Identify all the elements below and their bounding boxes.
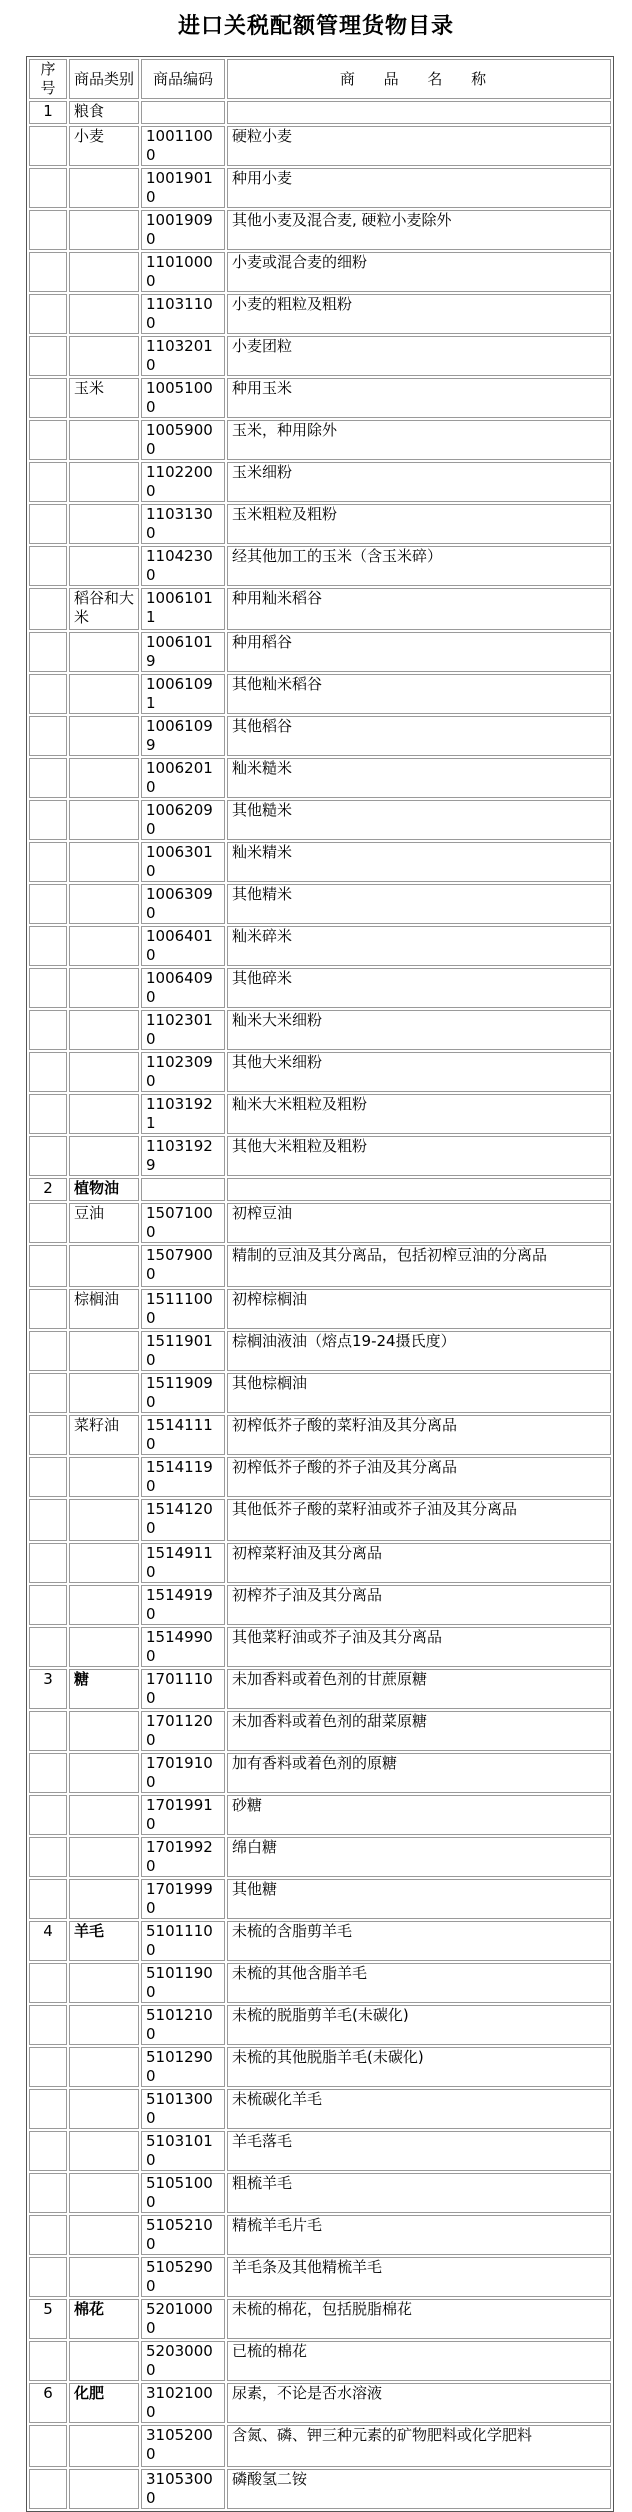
- cell-name: 其他小麦及混合麦, 硬粒小麦除外: [227, 210, 611, 250]
- table-row: [29, 2425, 611, 2467]
- table-row: [29, 1415, 611, 1455]
- cell-name: 未梳的棉花，包括脱脂棉花: [227, 2299, 611, 2339]
- cell-code: 10061011: [141, 588, 225, 630]
- cell-category: [69, 1457, 139, 1497]
- table-row: [29, 2341, 611, 2381]
- table-row: [29, 1010, 611, 1050]
- cell-category: 粮食: [69, 101, 139, 124]
- cell-seq: [29, 2215, 67, 2255]
- cell-name: 未梳的脱脂剪羊毛(未碳化): [227, 2005, 611, 2045]
- table-row: [29, 252, 611, 292]
- cell-code: 15149190: [141, 1585, 225, 1625]
- cell-name: 籼米糙米: [227, 758, 611, 798]
- cell-name: 绵白糖: [227, 1837, 611, 1877]
- cell-name: 未加香料或着色剂的甘蔗原糖: [227, 1669, 611, 1709]
- cell-seq: [29, 2047, 67, 2087]
- cell-name: 种用玉米: [227, 378, 611, 418]
- cell-name: 初榨低芥子酸的芥子油及其分离品: [227, 1457, 611, 1497]
- cell-code: 10019090: [141, 210, 225, 250]
- cell-category: [69, 294, 139, 334]
- cell-seq: [29, 1052, 67, 1092]
- table-header-row: [29, 59, 611, 99]
- cell-name: 其他糙米: [227, 800, 611, 840]
- cell-name: 其他棕榈油: [227, 1373, 611, 1413]
- cell-category: 植物油: [69, 1178, 139, 1201]
- cell-seq: [29, 1415, 67, 1455]
- table-body: [29, 101, 611, 2509]
- cell-category: [69, 1795, 139, 1835]
- cell-seq: [29, 168, 67, 208]
- cell-code: 10062090: [141, 800, 225, 840]
- cell-category: [69, 926, 139, 966]
- cell-category: [69, 210, 139, 250]
- table-row: [29, 2131, 611, 2171]
- cell-category: [69, 800, 139, 840]
- cell-code: [141, 101, 225, 124]
- cell-seq: [29, 1543, 67, 1583]
- cell-name: 玉米粗粒及粗粉: [227, 504, 611, 544]
- cell-category: [69, 758, 139, 798]
- cell-name: 粗梳羊毛: [227, 2173, 611, 2213]
- cell-name: 玉米，种用除外: [227, 420, 611, 460]
- cell-category: [69, 1753, 139, 1793]
- cell-code: 17019100: [141, 1753, 225, 1793]
- cell-code: 10011000: [141, 126, 225, 166]
- cell-seq: 6: [29, 2383, 67, 2423]
- cell-name: 籼米大米细粉: [227, 1010, 611, 1050]
- cell-name: 初榨菜籽油及其分离品: [227, 1543, 611, 1583]
- cell-seq: [29, 420, 67, 460]
- table-row: [29, 1753, 611, 1793]
- cell-category: [69, 2425, 139, 2467]
- cell-seq: 1: [29, 101, 67, 124]
- table-row: [29, 1457, 611, 1497]
- page-title: 进口关税配额管理货物目录: [177, 13, 454, 39]
- table-row: [29, 504, 611, 544]
- cell-code: 17019990: [141, 1879, 225, 1919]
- cell-name: 籼米大米粗粒及粗粉: [227, 1094, 611, 1134]
- cell-seq: [29, 210, 67, 250]
- cell-category: [69, 2469, 139, 2509]
- cell-seq: [29, 842, 67, 882]
- table-row: [29, 210, 611, 250]
- cell-code: 11031100: [141, 294, 225, 334]
- cell-category: [69, 2131, 139, 2171]
- table-row: [29, 1921, 611, 1961]
- cell-category: [69, 1711, 139, 1751]
- cell-category: [69, 1094, 139, 1134]
- cell-name: 尿素，不论是否水溶液: [227, 2383, 611, 2423]
- cell-seq: 3: [29, 1669, 67, 1709]
- cell-seq: [29, 1010, 67, 1050]
- cell-seq: [29, 2469, 67, 2509]
- cell-name: 其他籼米稻谷: [227, 674, 611, 714]
- cell-category: 菜籽油: [69, 1415, 139, 1455]
- cell-category: [69, 1010, 139, 1050]
- cell-code: 51052900: [141, 2257, 225, 2297]
- cell-seq: [29, 2131, 67, 2171]
- cell-name: 砂糖: [227, 1795, 611, 1835]
- cell-category: [69, 1136, 139, 1176]
- cell-category: [69, 1585, 139, 1625]
- cell-seq: [29, 1499, 67, 1541]
- cell-name: 初榨豆油: [227, 1203, 611, 1243]
- cell-category: [69, 1052, 139, 1092]
- cell-seq: [29, 1879, 67, 1919]
- cell-code: [141, 1178, 225, 1201]
- cell-name: 其他低芥子酸的菜籽油或芥子油及其分离品: [227, 1499, 611, 1541]
- cell-name: 含氮、磷、钾三种元素的矿物肥料或化学肥料: [227, 2425, 611, 2467]
- cell-category: 豆油: [69, 1203, 139, 1243]
- cell-category: [69, 546, 139, 586]
- table-row: [29, 884, 611, 924]
- cell-code: 51012900: [141, 2047, 225, 2087]
- table-row: [29, 126, 611, 166]
- cell-code: 10061019: [141, 632, 225, 672]
- table-row: [29, 294, 611, 334]
- cell-code: 15119090: [141, 1373, 225, 1413]
- table-row: [29, 1331, 611, 1371]
- cell-name: 羊毛落毛: [227, 2131, 611, 2171]
- cell-seq: [29, 378, 67, 418]
- cell-seq: [29, 1203, 67, 1243]
- table-row: [29, 2173, 611, 2213]
- cell-seq: [29, 2341, 67, 2381]
- table-row: [29, 1963, 611, 2003]
- cell-code: 51013000: [141, 2089, 225, 2129]
- cell-code: 15141190: [141, 1457, 225, 1497]
- cell-seq: [29, 462, 67, 502]
- cell-name: 未梳的其他含脂羊毛: [227, 1963, 611, 2003]
- cell-seq: [29, 1627, 67, 1667]
- cell-code: 15119010: [141, 1331, 225, 1371]
- table-row: [29, 2469, 611, 2509]
- cell-code: 10059000: [141, 420, 225, 460]
- table-row: [29, 1178, 611, 1201]
- table-row: [29, 1373, 611, 1413]
- table-row: [29, 2047, 611, 2087]
- table-row: [29, 1203, 611, 1243]
- cell-name: 其他菜籽油或芥子油及其分离品: [227, 1627, 611, 1667]
- cell-seq: [29, 758, 67, 798]
- cell-code: 52030000: [141, 2341, 225, 2381]
- cell-seq: [29, 1289, 67, 1329]
- cell-code: 51011900: [141, 1963, 225, 2003]
- cell-category: [69, 336, 139, 376]
- cell-category: 羊毛: [69, 1921, 139, 1961]
- cell-name: 小麦的粗粒及粗粉: [227, 294, 611, 334]
- cell-name: 籼米碎米: [227, 926, 611, 966]
- cell-name: 其他精米: [227, 884, 611, 924]
- cell-name: 初榨棕榈油: [227, 1289, 611, 1329]
- table-row: [29, 1543, 611, 1583]
- cell-code: 15149900: [141, 1627, 225, 1667]
- cell-category: [69, 1543, 139, 1583]
- cell-code: 11042300: [141, 546, 225, 586]
- cell-seq: [29, 884, 67, 924]
- cell-seq: [29, 1457, 67, 1497]
- cell-category: [69, 2047, 139, 2087]
- table-row: [29, 968, 611, 1008]
- table-row: [29, 1879, 611, 1919]
- cell-seq: [29, 800, 67, 840]
- cell-name: 精制的豆油及其分离品，包括初榨豆油的分离品: [227, 1245, 611, 1287]
- cell-seq: [29, 2005, 67, 2045]
- cell-code: 31053000: [141, 2469, 225, 2509]
- cell-seq: [29, 1753, 67, 1793]
- cell-category: 小麦: [69, 126, 139, 166]
- table-row: [29, 1669, 611, 1709]
- cell-code: 10062010: [141, 758, 225, 798]
- cell-code: 10019010: [141, 168, 225, 208]
- cell-name: 玉米细粉: [227, 462, 611, 502]
- cell-category: 糖: [69, 1669, 139, 1709]
- cell-code: 15149110: [141, 1543, 225, 1583]
- cell-name: 其他大米粗粒及粗粉: [227, 1136, 611, 1176]
- table-row: [29, 1795, 611, 1835]
- cell-seq: [29, 2257, 67, 2297]
- cell-seq: [29, 1837, 67, 1877]
- cell-name: 棕榈油液油（熔点19-24摄氏度）: [227, 1331, 611, 1371]
- table-row: [29, 716, 611, 756]
- cell-name: 其他大米细粉: [227, 1052, 611, 1092]
- header-seq: 序号: [29, 59, 67, 99]
- cell-category: [69, 1245, 139, 1287]
- table-row: [29, 546, 611, 586]
- cell-name: 小麦团粒: [227, 336, 611, 376]
- cell-code: 10061099: [141, 716, 225, 756]
- cell-code: 15071000: [141, 1203, 225, 1243]
- cell-category: [69, 462, 139, 502]
- cell-category: [69, 1879, 139, 1919]
- cell-code: 10063090: [141, 884, 225, 924]
- table-row: [29, 674, 611, 714]
- cell-category: 稻谷和大米: [69, 588, 139, 630]
- cell-seq: [29, 632, 67, 672]
- cell-name: 籼米精米: [227, 842, 611, 882]
- cell-category: [69, 504, 139, 544]
- cell-category: [69, 1499, 139, 1541]
- table-row: [29, 336, 611, 376]
- cell-category: [69, 1331, 139, 1371]
- cell-seq: [29, 1331, 67, 1371]
- cell-category: [69, 420, 139, 460]
- cell-name: 种用小麦: [227, 168, 611, 208]
- cell-code: 11010000: [141, 252, 225, 292]
- cell-category: 棕榈油: [69, 1289, 139, 1329]
- cell-code: 31052000: [141, 2425, 225, 2467]
- table-row: [29, 2215, 611, 2255]
- cell-code: 11032010: [141, 336, 225, 376]
- header-code: 商品编码: [141, 59, 225, 99]
- cell-code: 11031929: [141, 1136, 225, 1176]
- cell-code: 51051000: [141, 2173, 225, 2213]
- cell-name: 未梳碳化羊毛: [227, 2089, 611, 2129]
- table-row: [29, 2299, 611, 2339]
- cell-category: 玉米: [69, 378, 139, 418]
- cell-seq: [29, 294, 67, 334]
- cell-code: 51011100: [141, 1921, 225, 1961]
- cell-category: 棉花: [69, 2299, 139, 2339]
- cell-seq: [29, 968, 67, 1008]
- cell-category: [69, 842, 139, 882]
- cell-code: 52010000: [141, 2299, 225, 2339]
- cell-seq: [29, 716, 67, 756]
- cell-category: [69, 968, 139, 1008]
- cell-code: 11031300: [141, 504, 225, 544]
- cell-name: 加有香料或着色剂的原糖: [227, 1753, 611, 1793]
- cell-seq: [29, 926, 67, 966]
- cell-code: 31021000: [141, 2383, 225, 2423]
- cell-name: 硬粒小麦: [227, 126, 611, 166]
- cell-seq: [29, 336, 67, 376]
- cell-seq: [29, 1245, 67, 1287]
- cell-name: [227, 101, 611, 124]
- table-row: [29, 1837, 611, 1877]
- cell-name: 其他糖: [227, 1879, 611, 1919]
- cell-code: 17011200: [141, 1711, 225, 1751]
- cell-code: 15079000: [141, 1245, 225, 1287]
- table-row: [29, 800, 611, 840]
- table-row: [29, 168, 611, 208]
- table-row: [29, 1711, 611, 1751]
- cell-seq: [29, 546, 67, 586]
- cell-seq: [29, 1963, 67, 2003]
- cell-seq: [29, 1585, 67, 1625]
- cell-code: 10061091: [141, 674, 225, 714]
- table-row: [29, 101, 611, 124]
- cell-category: [69, 1627, 139, 1667]
- cell-name: 种用稻谷: [227, 632, 611, 672]
- cell-seq: [29, 126, 67, 166]
- table-row: [29, 1289, 611, 1329]
- cell-name: 精梳羊毛片毛: [227, 2215, 611, 2255]
- cell-name: 羊毛条及其他精梳羊毛: [227, 2257, 611, 2297]
- cell-name: 初榨芥子油及其分离品: [227, 1585, 611, 1625]
- cell-seq: [29, 1136, 67, 1176]
- cell-code: 11023010: [141, 1010, 225, 1050]
- cell-code: 10063010: [141, 842, 225, 882]
- cell-code: 15111000: [141, 1289, 225, 1329]
- cell-seq: [29, 1711, 67, 1751]
- cell-name: 小麦或混合麦的细粉: [227, 252, 611, 292]
- cell-category: [69, 2173, 139, 2213]
- cell-code: 15141110: [141, 1415, 225, 1455]
- cell-category: [69, 2089, 139, 2129]
- cell-code: 17011100: [141, 1669, 225, 1709]
- cell-category: [69, 884, 139, 924]
- header-category: 商品类别: [69, 59, 139, 99]
- header-name: 商 品 名 称: [227, 59, 611, 99]
- cell-name: 初榨低芥子酸的菜籽油及其分离品: [227, 1415, 611, 1455]
- cell-seq: [29, 2425, 67, 2467]
- cell-seq: [29, 1373, 67, 1413]
- table-row: [29, 1052, 611, 1092]
- table-row: [29, 588, 611, 630]
- table-row: [29, 926, 611, 966]
- cell-category: [69, 1837, 139, 1877]
- table-row: [29, 1585, 611, 1625]
- cell-category: [69, 168, 139, 208]
- cell-name: 其他稻谷: [227, 716, 611, 756]
- cell-seq: [29, 504, 67, 544]
- cell-seq: [29, 1795, 67, 1835]
- table-row: [29, 1499, 611, 1541]
- table-row: [29, 632, 611, 672]
- table-row: [29, 462, 611, 502]
- cell-name: [227, 1178, 611, 1201]
- table-row: [29, 2005, 611, 2045]
- cell-category: [69, 716, 139, 756]
- cell-seq: [29, 588, 67, 630]
- cell-code: 51052100: [141, 2215, 225, 2255]
- table-row: [29, 1627, 611, 1667]
- cell-seq: [29, 252, 67, 292]
- cell-seq: [29, 2173, 67, 2213]
- cell-code: 10064090: [141, 968, 225, 1008]
- table-row: [29, 420, 611, 460]
- cell-category: [69, 2215, 139, 2255]
- cell-category: [69, 1373, 139, 1413]
- table-row: [29, 2089, 611, 2129]
- cell-seq: 4: [29, 1921, 67, 1961]
- cell-code: 51012100: [141, 2005, 225, 2045]
- cell-seq: [29, 674, 67, 714]
- cell-category: 化肥: [69, 2383, 139, 2423]
- cell-seq: [29, 1094, 67, 1134]
- cell-code: 10051000: [141, 378, 225, 418]
- cell-code: 11022000: [141, 462, 225, 502]
- cell-category: [69, 2341, 139, 2381]
- table-row: [29, 378, 611, 418]
- cell-code: 51031010: [141, 2131, 225, 2171]
- cell-name: 其他碎米: [227, 968, 611, 1008]
- table-row: [29, 2257, 611, 2297]
- cell-code: 17019920: [141, 1837, 225, 1877]
- cell-code: 15141200: [141, 1499, 225, 1541]
- cell-name: 未梳的其他脱脂羊毛(未碳化): [227, 2047, 611, 2087]
- table-row: [29, 842, 611, 882]
- cell-seq: 5: [29, 2299, 67, 2339]
- cell-category: [69, 674, 139, 714]
- table-row: [29, 1245, 611, 1287]
- cell-category: [69, 252, 139, 292]
- cell-name: 磷酸氢二铵: [227, 2469, 611, 2509]
- cell-name: 经其他加工的玉米（含玉米碎）: [227, 546, 611, 586]
- cell-code: 17019910: [141, 1795, 225, 1835]
- cell-category: [69, 2257, 139, 2297]
- table-row: [29, 1094, 611, 1134]
- cell-seq: [29, 2089, 67, 2129]
- cell-code: 11023090: [141, 1052, 225, 1092]
- table-row: [29, 1136, 611, 1176]
- cell-name: 未加香料或着色剂的甜菜原糖: [227, 1711, 611, 1751]
- cell-category: [69, 632, 139, 672]
- cell-category: [69, 1963, 139, 2003]
- cell-name: 未梳的含脂剪羊毛: [227, 1921, 611, 1961]
- quota-goods-table: [26, 56, 614, 2512]
- cell-code: 10064010: [141, 926, 225, 966]
- cell-name: 已梳的棉花: [227, 2341, 611, 2381]
- table-row: [29, 2383, 611, 2423]
- table-row: [29, 758, 611, 798]
- cell-name: 种用籼米稻谷: [227, 588, 611, 630]
- cell-seq: 2: [29, 1178, 67, 1201]
- cell-code: 11031921: [141, 1094, 225, 1134]
- cell-category: [69, 2005, 139, 2045]
